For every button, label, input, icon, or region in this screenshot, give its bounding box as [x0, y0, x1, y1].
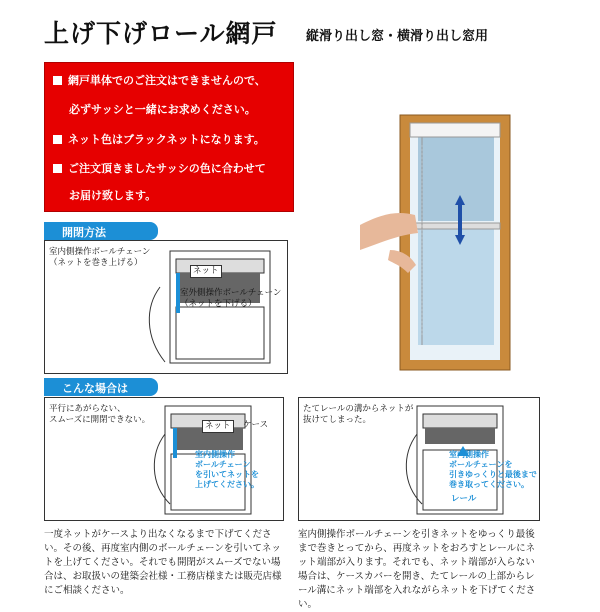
- operation-panel: [44, 240, 288, 374]
- case1-body: 一度ネットがケースより出なくなるまで下げてください。その後、再度室内側のボールチェーンを引いてネットを上げてください。それでも開閉がスムーズでない場合は、お取扱いの建築会社様・工務店様または販売店様にご相談ください。: [44, 529, 282, 596]
- section-label-troubleshoot: こんな場合は: [44, 378, 158, 396]
- bullet-icon: [53, 76, 62, 85]
- net-tag: ネット: [202, 420, 234, 433]
- chain-down-label: 室外側操作ボールチェーン: [180, 288, 282, 298]
- window-screen-illustration: [360, 105, 520, 375]
- case1-heading: スムーズに開閉できない。: [49, 415, 151, 425]
- chain-up-note: （ネットを巻き上げる）: [49, 258, 143, 268]
- case1-heading: 平行にあがらない、: [49, 404, 126, 414]
- bullet-icon: [53, 164, 62, 173]
- case2-heading: たてレールの溝からネットが: [303, 404, 414, 414]
- case1-instruction: 室内側操作 ボールチェーン を引いてネットを 上げてください。: [195, 450, 259, 489]
- chain-down-note: （ネットを下げる）: [180, 299, 257, 309]
- notice-line: 網戸単体でのご注文はできませんので、: [53, 72, 266, 88]
- notice-line: ネット色はブラックネットになります。: [53, 131, 265, 147]
- section-label-operation: 開閉方法: [44, 222, 158, 240]
- net-tag: ネット: [190, 265, 222, 278]
- rail-tag: レール: [451, 494, 477, 504]
- chain-up-label: 室内側操作ボールチェーン: [49, 247, 151, 257]
- notice-line: お届け致します。: [69, 189, 157, 202]
- notice-line: ご注文頂きましたサッシの色に合わせて: [53, 160, 266, 176]
- bullet-icon: [53, 135, 62, 144]
- case2-panel: [298, 397, 540, 521]
- notice-line: 必ずサッシと一緒にお求めください。: [69, 103, 256, 116]
- case2-body: 室内側操作ボールチェーンを引きネットをゆっくり最後まで巻きとってから、再度ネットをおろすとレールにネット端部が入ります。それでも、ネット端部が入らない場合は、ケースカバーを開き、たてレールの上部からレール溝にネット端部を入れながらネットを下げてください。: [298, 529, 536, 610]
- case1-panel: [44, 397, 284, 521]
- page-title: 上げ下げロール網戸: [44, 19, 278, 48]
- case2-instruction: 室内側操作 ボールチェーンを 引きゆっくりと最後まで 巻き取ってください。: [449, 450, 537, 489]
- notice-box: [44, 62, 294, 212]
- case-tag: ケース: [243, 420, 269, 430]
- case2-heading: 抜けてしまった。: [303, 415, 372, 425]
- page-subtitle: 縦滑り出し窓・横滑り出し窓用: [306, 29, 489, 44]
